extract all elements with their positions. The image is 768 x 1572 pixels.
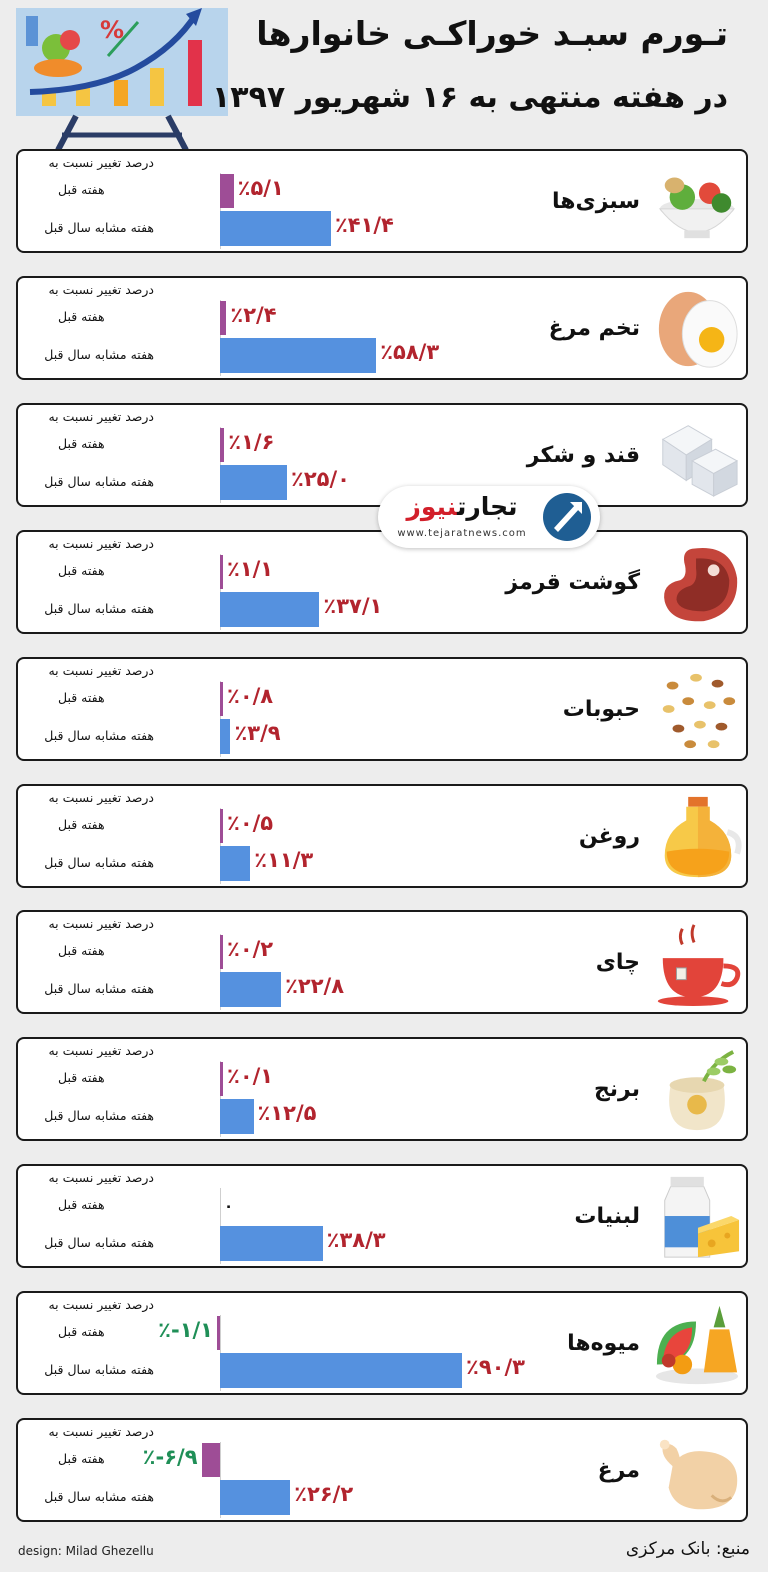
dairy-icon <box>652 1173 742 1261</box>
label-prev-week: هفته قبل <box>58 1324 105 1339</box>
category-card <box>16 276 748 380</box>
label-same-week-last-year: هفته مشابه سال قبل <box>44 981 154 996</box>
label-prev-week: هفته قبل <box>58 690 105 705</box>
category-name: مرغ <box>597 1458 640 1483</box>
chicken-icon <box>652 1427 742 1515</box>
yearly-value-label: ٪۱۲/۵ <box>257 1101 317 1125</box>
yearly-value-label: ٪۳۷/۱ <box>323 594 383 618</box>
category-name: تخم مرغ <box>548 316 640 341</box>
yearly-bar <box>220 465 287 500</box>
category-name: میوه‌ها <box>567 1331 640 1356</box>
yearly-value-label: ٪۲۵/۰ <box>291 467 350 491</box>
label-prev-week: هفته قبل <box>58 563 105 578</box>
label-prev-week: هفته قبل <box>58 943 105 958</box>
weekly-bar <box>220 555 223 589</box>
category-name: لبنیات <box>574 1204 640 1229</box>
tea-cup-icon <box>652 919 742 1007</box>
category-card <box>16 149 748 253</box>
weekly-bar <box>220 428 224 462</box>
yearly-bar <box>220 592 319 627</box>
category-name: گوشت قرمز <box>505 570 640 595</box>
weekly-bar <box>220 1062 223 1096</box>
yearly-bar <box>220 1480 290 1515</box>
category-card <box>16 657 748 761</box>
label-same-week-last-year: هفته مشابه سال قبل <box>44 220 154 235</box>
yearly-value-label: ٪۳۸/۳ <box>326 1228 386 1252</box>
rice-sack-icon <box>652 1046 742 1134</box>
yearly-value-label: ٪۴۱/۴ <box>334 213 394 237</box>
logo-mark-icon <box>542 492 592 542</box>
fruits-icon <box>652 1300 742 1388</box>
label-change-vs: درصد تغییر نسبت به <box>48 790 154 805</box>
weekly-value-label: ٪۰/۱ <box>227 1064 274 1088</box>
category-name: روغن <box>578 824 640 849</box>
category-card <box>16 1418 748 1522</box>
category-card <box>16 403 748 507</box>
weekly-value-label: ٪۱/۱ <box>227 557 274 581</box>
category-card <box>16 1037 748 1141</box>
sugar-cubes-icon <box>652 412 742 500</box>
label-change-vs: درصد تغییر نسبت به <box>48 536 154 551</box>
label-same-week-last-year: هفته مشابه سال قبل <box>44 474 154 489</box>
weekly-value-label: ٪-۱/۱ <box>158 1318 213 1342</box>
weekly-bar <box>220 174 234 208</box>
weekly-value-label: ٪۰/۲ <box>227 937 274 961</box>
yearly-bar <box>220 846 250 881</box>
weekly-bar <box>220 809 223 843</box>
label-change-vs: درصد تغییر نسبت به <box>48 282 154 297</box>
yearly-value-label: ٪۲۲/۸ <box>285 974 345 998</box>
weekly-bar <box>220 301 226 335</box>
yearly-value-label: ٪۳/۹ <box>234 721 281 745</box>
category-card <box>16 530 748 634</box>
label-same-week-last-year: هفته مشابه سال قبل <box>44 601 154 616</box>
yearly-bar <box>220 211 331 246</box>
logo-url: www.tejaratnews.com <box>397 528 527 539</box>
header-illustration <box>16 8 228 150</box>
label-change-vs: درصد تغییر نسبت به <box>48 409 154 424</box>
category-name: برنج <box>593 1077 640 1102</box>
label-same-week-last-year: هفته مشابه سال قبل <box>44 347 154 362</box>
label-change-vs: درصد تغییر نسبت به <box>48 1424 154 1439</box>
weekly-bar <box>202 1443 220 1477</box>
label-change-vs: درصد تغییر نسبت به <box>48 1043 154 1058</box>
label-same-week-last-year: هفته مشابه سال قبل <box>44 1108 154 1123</box>
red-meat-icon <box>652 539 742 627</box>
label-change-vs: درصد تغییر نسبت به <box>48 1297 154 1312</box>
label-same-week-last-year: هفته مشابه سال قبل <box>44 1489 154 1504</box>
category-card <box>16 910 748 1014</box>
yearly-bar <box>220 719 230 754</box>
label-change-vs: درصد تغییر نسبت به <box>48 155 154 170</box>
weekly-value-label: ٪۵/۱ <box>237 176 284 200</box>
category-name: حبوبات <box>562 697 640 722</box>
title-line-2: در هفته منتهی به ۱۶ شهریور ۱۳۹۷ <box>211 80 728 115</box>
weekly-bar <box>220 935 223 969</box>
yearly-value-label: ٪۱۱/۳ <box>254 848 314 872</box>
label-change-vs: درصد تغییر نسبت به <box>48 1170 154 1185</box>
label-same-week-last-year: هفته مشابه سال قبل <box>44 855 154 870</box>
category-card <box>16 1164 748 1268</box>
weekly-value-label: ٪۰/۸ <box>227 684 274 708</box>
watermark-logo <box>378 486 600 548</box>
logo-name: تجارتنیوز <box>406 492 518 521</box>
label-prev-week: هفته قبل <box>58 309 105 324</box>
vegetables-bowl-icon <box>652 158 742 246</box>
label-prev-week: هفته قبل <box>58 1070 105 1085</box>
yearly-value-label: ٪۲۶/۲ <box>294 1482 354 1506</box>
category-name: چای <box>595 950 640 975</box>
yearly-value-label: ٪۵۸/۳ <box>380 340 440 364</box>
label-change-vs: درصد تغییر نسبت به <box>48 916 154 931</box>
yearly-value-label: ٪۹۰/۳ <box>466 1355 525 1379</box>
data-source: منبع: بانک مرکزی <box>625 1539 750 1559</box>
title-line-1: تـورم سبـد خوراکـی خانوارها <box>256 14 728 53</box>
yearly-bar <box>220 972 281 1007</box>
label-same-week-last-year: هفته مشابه سال قبل <box>44 1235 154 1250</box>
weekly-bar <box>217 1316 220 1350</box>
yearly-bar <box>220 1226 323 1261</box>
category-card <box>16 784 748 888</box>
weekly-value-label: ٪-۶/۹ <box>142 1445 198 1469</box>
label-prev-week: هفته قبل <box>58 1197 105 1212</box>
oil-bottle-icon <box>652 793 742 881</box>
label-prev-week: هفته قبل <box>58 436 105 451</box>
weekly-value-label: ۰ <box>224 1197 234 1215</box>
legumes-icon <box>652 666 742 754</box>
label-prev-week: هفته قبل <box>58 182 105 197</box>
weekly-value-label: ٪۱/۶ <box>228 430 275 454</box>
label-prev-week: هفته قبل <box>58 1451 105 1466</box>
label-same-week-last-year: هفته مشابه سال قبل <box>44 728 154 743</box>
label-same-week-last-year: هفته مشابه سال قبل <box>44 1362 154 1377</box>
designer-credit: design: Milad Ghezellu <box>18 1544 154 1558</box>
category-name: سبزی‌ها <box>552 189 640 214</box>
yearly-bar <box>220 338 376 373</box>
svg-text:%: % <box>100 16 125 44</box>
weekly-value-label: ٪۰/۵ <box>227 811 274 835</box>
label-change-vs: درصد تغییر نسبت به <box>48 663 154 678</box>
egg-icon <box>652 285 742 373</box>
weekly-value-label: ٪۲/۴ <box>230 303 277 327</box>
category-name: قند و شکر <box>526 443 640 468</box>
category-card <box>16 1291 748 1395</box>
label-prev-week: هفته قبل <box>58 817 105 832</box>
weekly-bar <box>220 682 223 716</box>
yearly-bar <box>220 1353 462 1388</box>
yearly-bar <box>220 1099 254 1134</box>
